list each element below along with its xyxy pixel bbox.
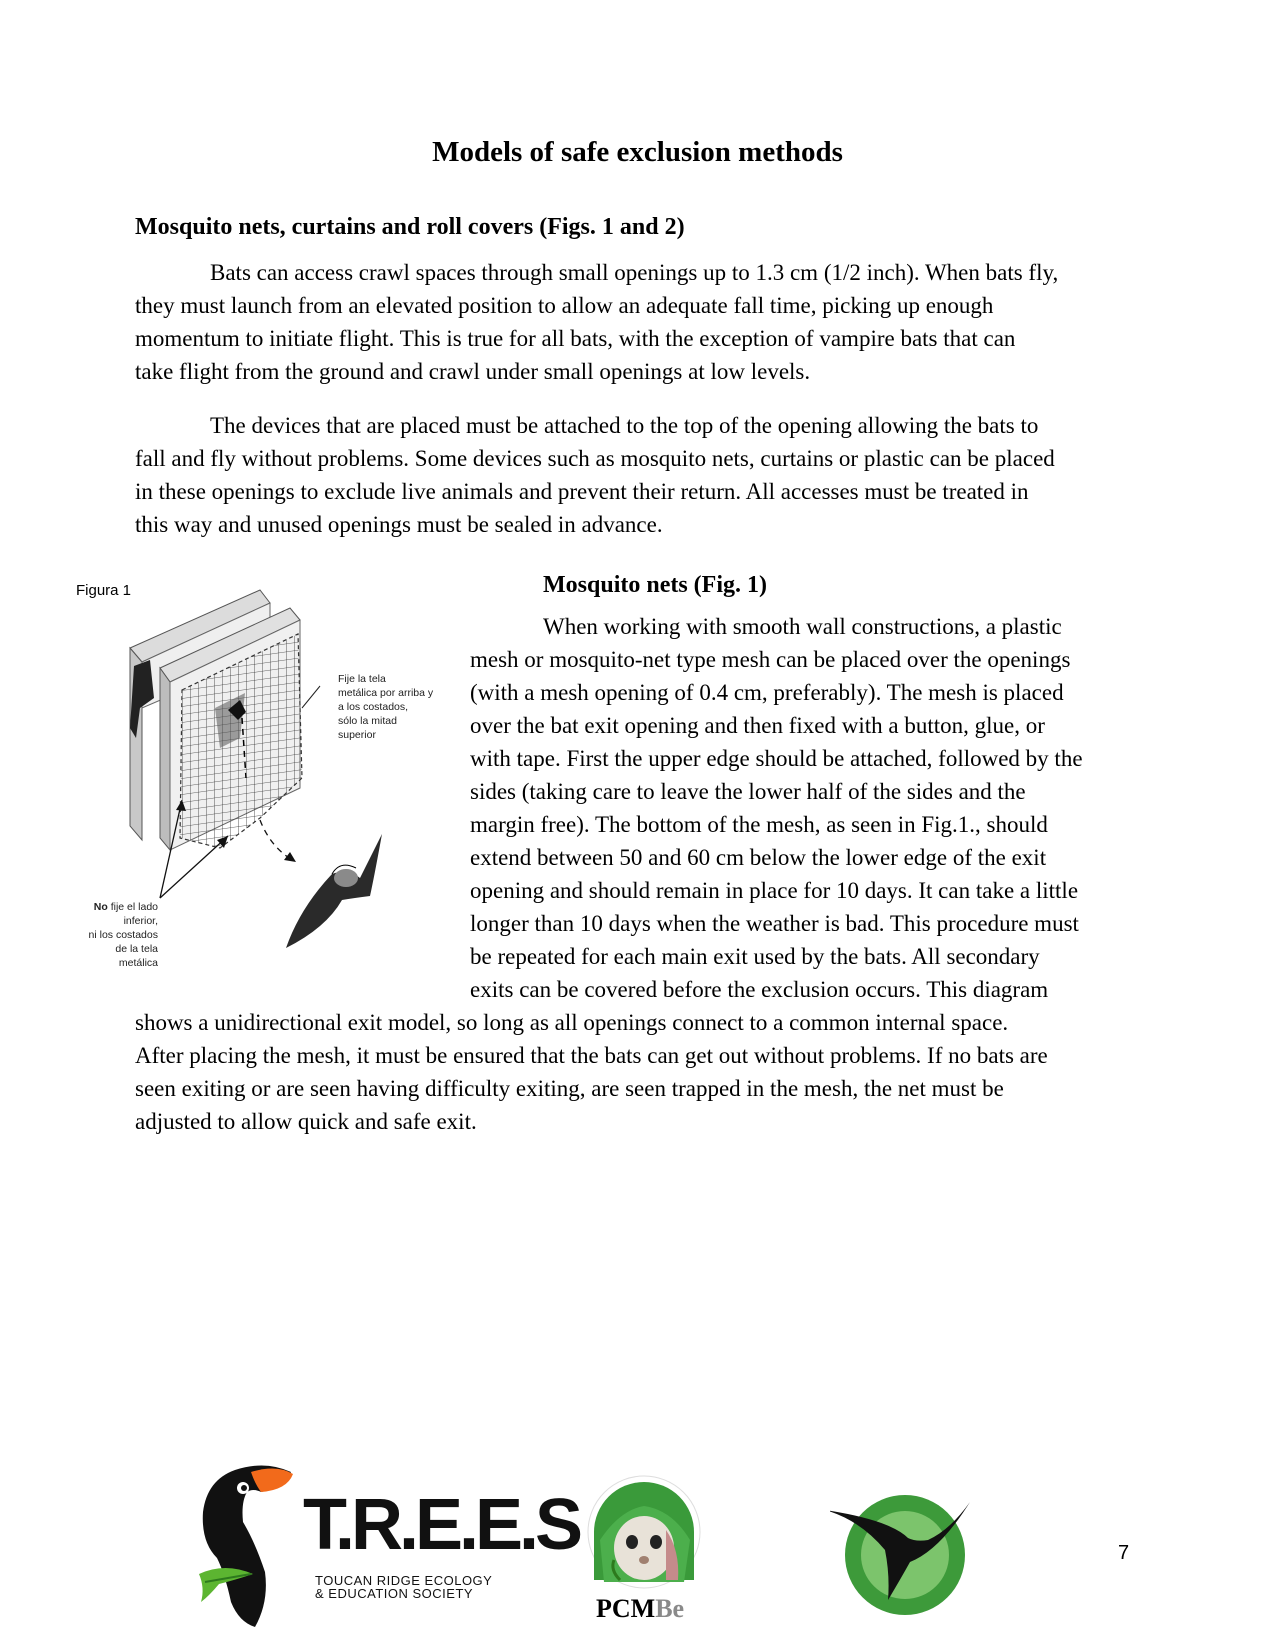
callout-line: Fije la tela xyxy=(338,673,386,685)
paragraph-4 xyxy=(135,1006,1145,1138)
paragraph-line: be repeated for each main exit used by the bats. All secondary xyxy=(470,944,1040,969)
paragraph-line: in these openings to exclude live animals and prevent their return. All accesses must be treated in xyxy=(135,479,1029,504)
callout-line: ni los costados xyxy=(88,929,158,941)
paragraph-2 xyxy=(135,409,1135,541)
page-number: 7 xyxy=(1118,1542,1130,1564)
relcom-bat-emblem-icon xyxy=(830,1480,980,1630)
callout-line: inferior, xyxy=(123,915,158,927)
paragraph-line: (with a mesh opening of 0.4 cm, preferably). The mesh is placed xyxy=(470,680,1064,705)
relcom-logo xyxy=(830,1480,980,1630)
paragraph-line: this way and unused openings must be sealed in advance. xyxy=(135,512,663,537)
paragraph-line: take flight from the ground and crawl under small openings at low levels. xyxy=(135,359,811,384)
paragraph-line: mesh or mosquito-net type mesh can be placed over the openings xyxy=(470,647,1071,672)
paragraph-3 xyxy=(470,610,1140,1006)
section-heading: Mosquito nets, curtains and roll covers (Figs. 1 and 2) xyxy=(135,214,685,240)
subheading-mosquito-nets: Mosquito nets (Fig. 1) xyxy=(543,572,767,598)
paragraph-1 xyxy=(135,256,1135,388)
callout-line: sólo la mitad xyxy=(338,715,397,727)
callout-line: fije el lado xyxy=(107,901,158,913)
pcmbe-word-main: PCM xyxy=(596,1594,656,1623)
paragraph-line: opening and should remain in place for 10 days. It can take a little xyxy=(470,878,1079,903)
trees-wordmark: T.R.E.E.S xyxy=(303,1485,580,1565)
callout-line: a los costados, xyxy=(338,701,409,713)
paragraph-line: seen exiting or are seen having difficulty exiting, are seen trapped in the mesh, the net must be xyxy=(135,1076,1004,1101)
paragraph-line: The devices that are placed must be attached to the top of the opening allowing the bats to xyxy=(210,413,1039,438)
paragraph-line: shows a unidirectional exit model, so long as all openings connect to a common internal space. xyxy=(135,1010,1009,1035)
paragraph-line: adjusted to allow quick and safe exit. xyxy=(135,1109,477,1134)
callout-line: metálica por arriba y xyxy=(338,687,434,699)
pcmbe-logo xyxy=(580,1470,710,1630)
paragraph-line: margin free). The bottom of the mesh, as seen in Fig.1., should xyxy=(470,812,1048,837)
paragraph-line: Bats can access crawl spaces through small openings up to 1.3 cm (1/2 inch). When bats fly, xyxy=(210,260,1059,285)
pcmbe-word-be: Be xyxy=(655,1594,685,1623)
callout-line: superior xyxy=(338,729,376,741)
page-title: Models of safe exclusion methods xyxy=(432,136,843,168)
trees-logo xyxy=(195,1462,580,1632)
paragraph-line: When working with smooth wall constructions, a plastic xyxy=(543,614,1062,639)
callout-line: metálica xyxy=(118,957,158,969)
paragraph-line: sides (taking care to leave the lower half of the sides and the xyxy=(470,779,1026,804)
trees-subtitle-line: TOUCAN RIDGE ECOLOGY xyxy=(315,1573,493,1588)
paragraph-line: momentum to initiate flight. This is true for all bats, with the exception of vampire bats that can xyxy=(135,326,1016,351)
paragraph-line: After placing the mesh, it must be ensured that the bats can get out without problems. If no bats are xyxy=(135,1043,1048,1068)
callout-top xyxy=(338,672,433,742)
figure-1 xyxy=(70,578,470,998)
pcmbe-wordmark xyxy=(596,1594,684,1624)
toucan-icon xyxy=(195,1462,305,1632)
trees-subtitle-line: & EDUCATION SOCIETY xyxy=(315,1586,474,1601)
paragraph-line: over the bat exit opening and then fixed with a button, glue, or xyxy=(470,713,1045,738)
paragraph-line: fall and fly without problems. Some devices such as mosquito nets, curtains or plastic can be placed xyxy=(135,446,1055,471)
callout-line: de la tela xyxy=(115,943,158,955)
callout-bottom xyxy=(70,900,158,970)
callout-bold: No xyxy=(93,901,108,913)
paragraph-line: with tape. First the upper edge should be attached, followed by the xyxy=(470,746,1083,771)
paragraph-line: longer than 10 days when the weather is bad. This procedure must xyxy=(470,911,1079,936)
paragraph-line: extend between 50 and 60 cm below the lower edge of the exit xyxy=(470,845,1047,870)
paragraph-line: they must launch from an elevated position to allow an adequate fall time, picking up enough xyxy=(135,293,994,318)
trees-subtitle xyxy=(315,1574,492,1600)
figure-label: Figura 1 xyxy=(76,582,132,599)
pcmbe-bat-emblem-icon xyxy=(580,1470,710,1595)
paragraph-line: exits can be covered before the exclusion occurs. This diagram xyxy=(470,977,1049,1002)
